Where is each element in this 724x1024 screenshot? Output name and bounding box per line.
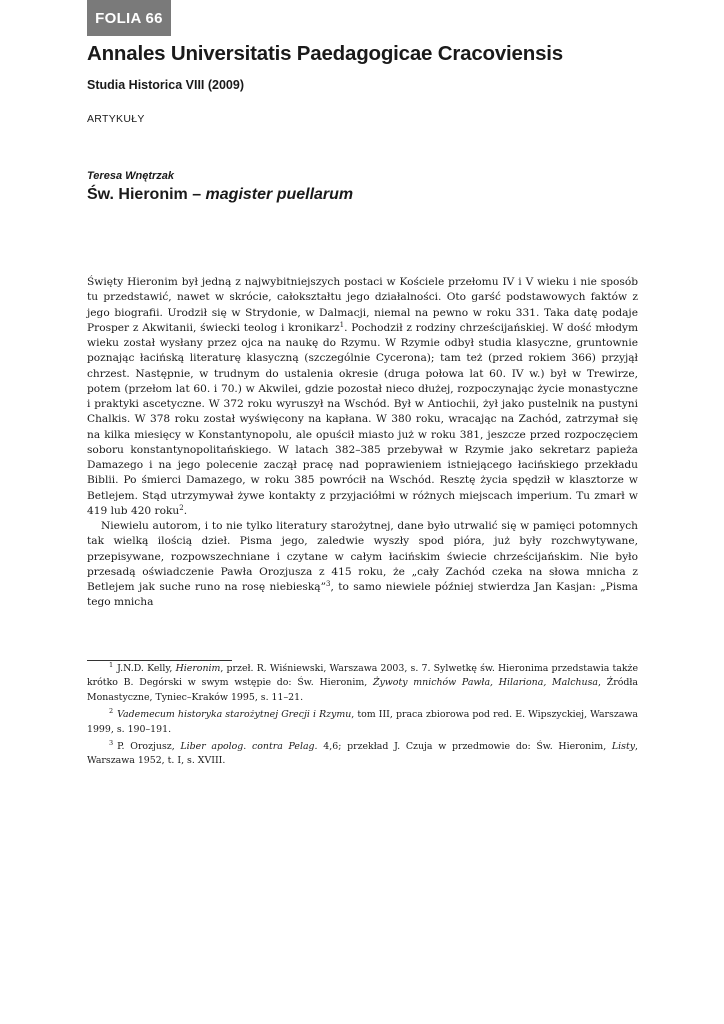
footnote-3-mark: 3 [109,739,114,748]
paragraph-1-text-b: . Pochodził z rodziny chrześcijańskiej. W dość młodym wieku został wysłany przez ojca na naukę do Rzymu. W Rzymie odbył studia klasyczne, gruntownie poznając łacińską literaturę klasyczną (szczególnie Cycerona); tam też (przed rokiem 366) przyjął chrzest. Następnie, w trudnym do ustalenia okresie (druga połowa lat 60. IV w.) był w Trewirze, potem (przełom lat 60. i 70.) w Akwilei, gdzie pozostał nieco dłużej, rozpoczynając życie monastyczne i praktyki ascetyczne. W 372 roku wyruszył na Wschód. Był w Antiochii, żył jako pustelnik na pustyni Chalkis. W 378 roku został wyświęcony na kapłana. W 380 roku, wracając na Zachód, zatrzymał się na kilka miesięcy w Konstantynopolu, ale opuścił miasto już w roku 381, jeszcze przed rozpoczęciem soboru konstantynopolitańskiego. W latach 382–385 przebywał w Rzymie jako sekretarz papieża Damazego i na jego polecenie zaczął pracę nad poprawieniem istniejącego łacińskiego przekładu Biblii. Po śmierci Damazego, w roku 385 powrócił na Wschód. Resztę życia spędził w klasztorze w Betlejem. Stąd utrzymywał żywe kontakty z przyjaciółmi w różnych miejscach imperium. Tu zmarł w 419 lub 420 roku [87,321,639,517]
article-body [87,275,638,611]
article-title-main: Św. Hieronim – [87,186,206,203]
paragraph-1-text-c: . [183,504,188,517]
article-title-italic: magister puellarum [205,186,354,203]
footnote-ref-1[interactable]: 1 [339,320,345,329]
footnote-ref-3[interactable]: 3 [326,580,331,588]
folia-badge: FOLIA 66 [87,0,171,36]
paragraph-1-text-a: Święty Hieronim był jedną z najwybitniejszych postaci w Kościele przełomu IV i V wieku i nie sposób tu przedstawić, nawet w skrócie, całokształtu jego działalności. Oto garść podstawowych faktów z jego biografii. Urodził się w Strydonie, w Dalmacji, niemal na pewno w roku 331. Taka datę podaje Prosper z Akwitanii, świecki teolog i kronikarz [87,276,638,334]
footnote-2-mark: 2 [109,707,114,716]
footnote-3-text-b: 4,6; przekład J. Czuja w przedmowie do: Św. Hieronim, [317,741,612,753]
footnote-3-italic-2: Listy [611,741,636,753]
footnote-2 [87,708,638,737]
footnote-ref-2[interactable]: 2 [179,503,184,512]
footnote-1-italic-1: Hieronim [175,663,221,674]
footnote-1 [87,662,638,705]
paragraph-1 [87,275,638,519]
paragraph-2-text-b: , to samo niewiele później stwierdza Jan Kasjan: „Pisma tego mnicha [87,581,639,609]
footnote-1-italic-2: Żywoty mnichów Pawła, Hilariona, Malchusa [372,677,598,689]
footnotes [87,662,638,772]
footnote-1-text: J.N.D. Kelly, [117,663,176,674]
paragraph-2-text-a: Niewielu autorom, i to nie tylko literatury starożytnej, dane było utrwalić się w pamięci potomnych tak wielką ilością dzieł. Pisma jego, zaledwie wyszły spod pióra, już były rozchwytywane, przepisywane, rozpowszechniane i czytane w całym łacińskim świecie chrześcijańskim. Nie było przesadą oświadczenie Pawła Orozjusza z 415 roku, że „cały Zachód czeka na słowa mnicha z Betlejem jak suche runo na rosę niebieską” [87,520,638,593]
footnote-3 [87,740,638,769]
journal-subtitle: Studia Historica VIII (2009) [87,78,244,92]
section-label: ARTYKUŁY [87,113,145,125]
article-title [87,186,353,204]
paragraph-2 [87,519,638,611]
footnote-2-italic-1: Vademecum historyka starożytnej Grecji i Rzymu [117,709,352,721]
footnote-1-mark: 1 [109,661,114,669]
footnote-1-text-c: , Źródła Monastyczne, Tyniec–Kraków 1995, s. 11–21. [87,677,639,703]
footnote-3-text-c: , Warszawa 1952, t. I, s. XVIII. [87,741,639,767]
footnote-2-text: , tom III, praca zbiorowa pod red. E. Wipszyckiej, Warszawa 1999, s. 190–191. [87,709,638,735]
footnote-1-text-b: , przeł. R. Wiśniewski, Warszawa 2003, s. 7. Sylwetkę św. Hieronima przedstawia także krótko B. Degórski w swym wstępie do: Św. Hieronim, [87,663,638,689]
article-author: Teresa Wnętrzak [87,170,175,182]
journal-title: Annales Universitatis Paedagogicae Cracoviensis [87,42,563,65]
footnote-3-italic-1: Liber apolog. contra Pelag. [180,741,318,753]
footnote-3-text: P. Orozjusz, [117,741,181,753]
